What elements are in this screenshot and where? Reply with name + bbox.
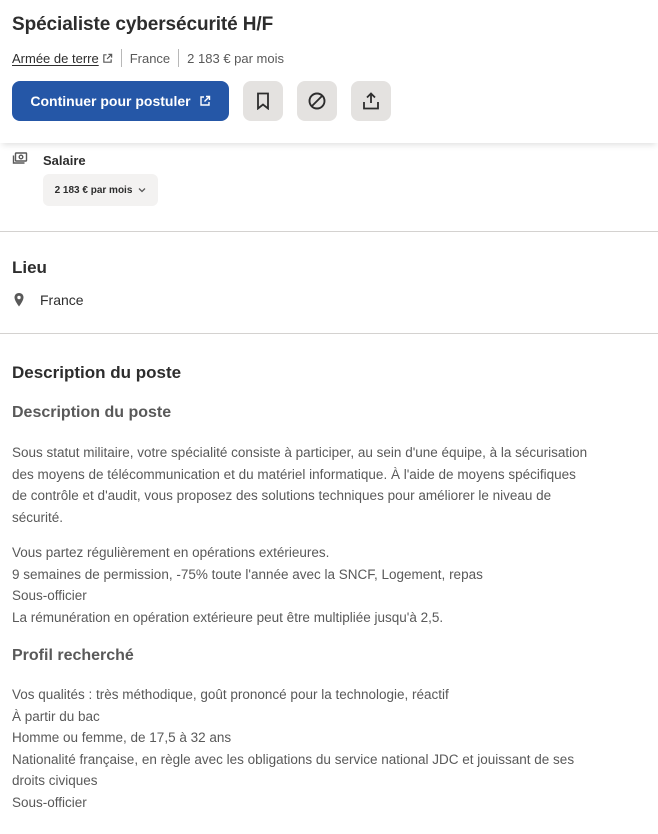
text-line: des moyens de télécommunication et du matériel informatique. À l'aide de moyens spécifiques: [12, 466, 576, 482]
chevron-down-icon: [138, 187, 146, 193]
meta-separator: [178, 49, 179, 67]
location-heading: Lieu: [12, 258, 47, 277]
profile-heading: Profil recherché: [12, 647, 134, 664]
description-paragraph: [12, 442, 648, 528]
text-line: Vous partez régulièrement en opérations extérieures.: [12, 545, 330, 560]
meta-separator: [121, 49, 122, 67]
location-value: France: [40, 292, 84, 308]
not-interested-button[interactable]: [297, 81, 337, 121]
money-icon: [12, 152, 28, 166]
profile-paragraph: [12, 684, 648, 814]
text-line: Sous statut militaire, votre spécialité consiste à participer, au sein d'une équipe, à la sécurisation: [12, 445, 588, 460]
job-title: Spécialiste cybersécurité H/F: [12, 14, 274, 35]
salary-dropdown[interactable]: [43, 174, 158, 206]
block-icon: [308, 92, 326, 110]
description-subheading: Description du poste: [12, 404, 172, 421]
section-divider: [0, 333, 658, 334]
share-button[interactable]: [351, 81, 391, 121]
text-line: Sous-officier: [12, 588, 87, 604]
text-line: droits civiques: [12, 773, 98, 789]
section-divider: [0, 231, 658, 232]
job-location: France: [129, 50, 171, 66]
share-icon: [362, 92, 380, 110]
external-link-icon: [102, 53, 113, 64]
text-line: La rémunération en opération extérieure peut être multipliée jusqu'à 2,5.: [12, 609, 444, 625]
salary-value: 2 183 € par mois: [54, 184, 133, 196]
text-line: sécurité.: [12, 509, 64, 525]
apply-button-label: Continuer pour postuler: [30, 93, 191, 109]
text-line: Homme ou femme, de 17,5 à 32 ans: [12, 730, 232, 746]
text-line: Sous-officier: [12, 794, 87, 810]
description-paragraph: [12, 542, 648, 628]
text-line: Nationalité française, en règle avec les obligations du service national JDC et jouissant de ses: [12, 751, 575, 767]
job-meta: [12, 48, 284, 68]
company-name: Armée de terre: [12, 50, 99, 66]
text-line: de contrôle et d'audit, vous proposez des solutions techniques pour améliorer le niveau de: [12, 488, 552, 504]
action-bar: [12, 81, 391, 121]
job-salary: 2 183 € par mois: [187, 50, 285, 66]
bookmark-icon: [255, 92, 271, 110]
save-job-button[interactable]: [243, 81, 283, 121]
text-line: Vos qualités : très méthodique, goût prononcé pour la technologie, réactif: [12, 687, 449, 702]
salary-label: Salaire: [43, 153, 86, 168]
apply-button[interactable]: [12, 81, 229, 121]
text-line: À partir du bac: [12, 708, 100, 724]
location-row: [12, 292, 84, 308]
description-heading: Description du poste: [12, 363, 182, 382]
text-line: 9 semaines de permission, -75% toute l'année avec la SNCF, Logement, repas: [12, 566, 483, 582]
company-link[interactable]: [12, 51, 113, 66]
job-header: [0, 0, 658, 143]
map-pin-icon: [12, 292, 26, 308]
external-link-icon: [199, 95, 211, 107]
